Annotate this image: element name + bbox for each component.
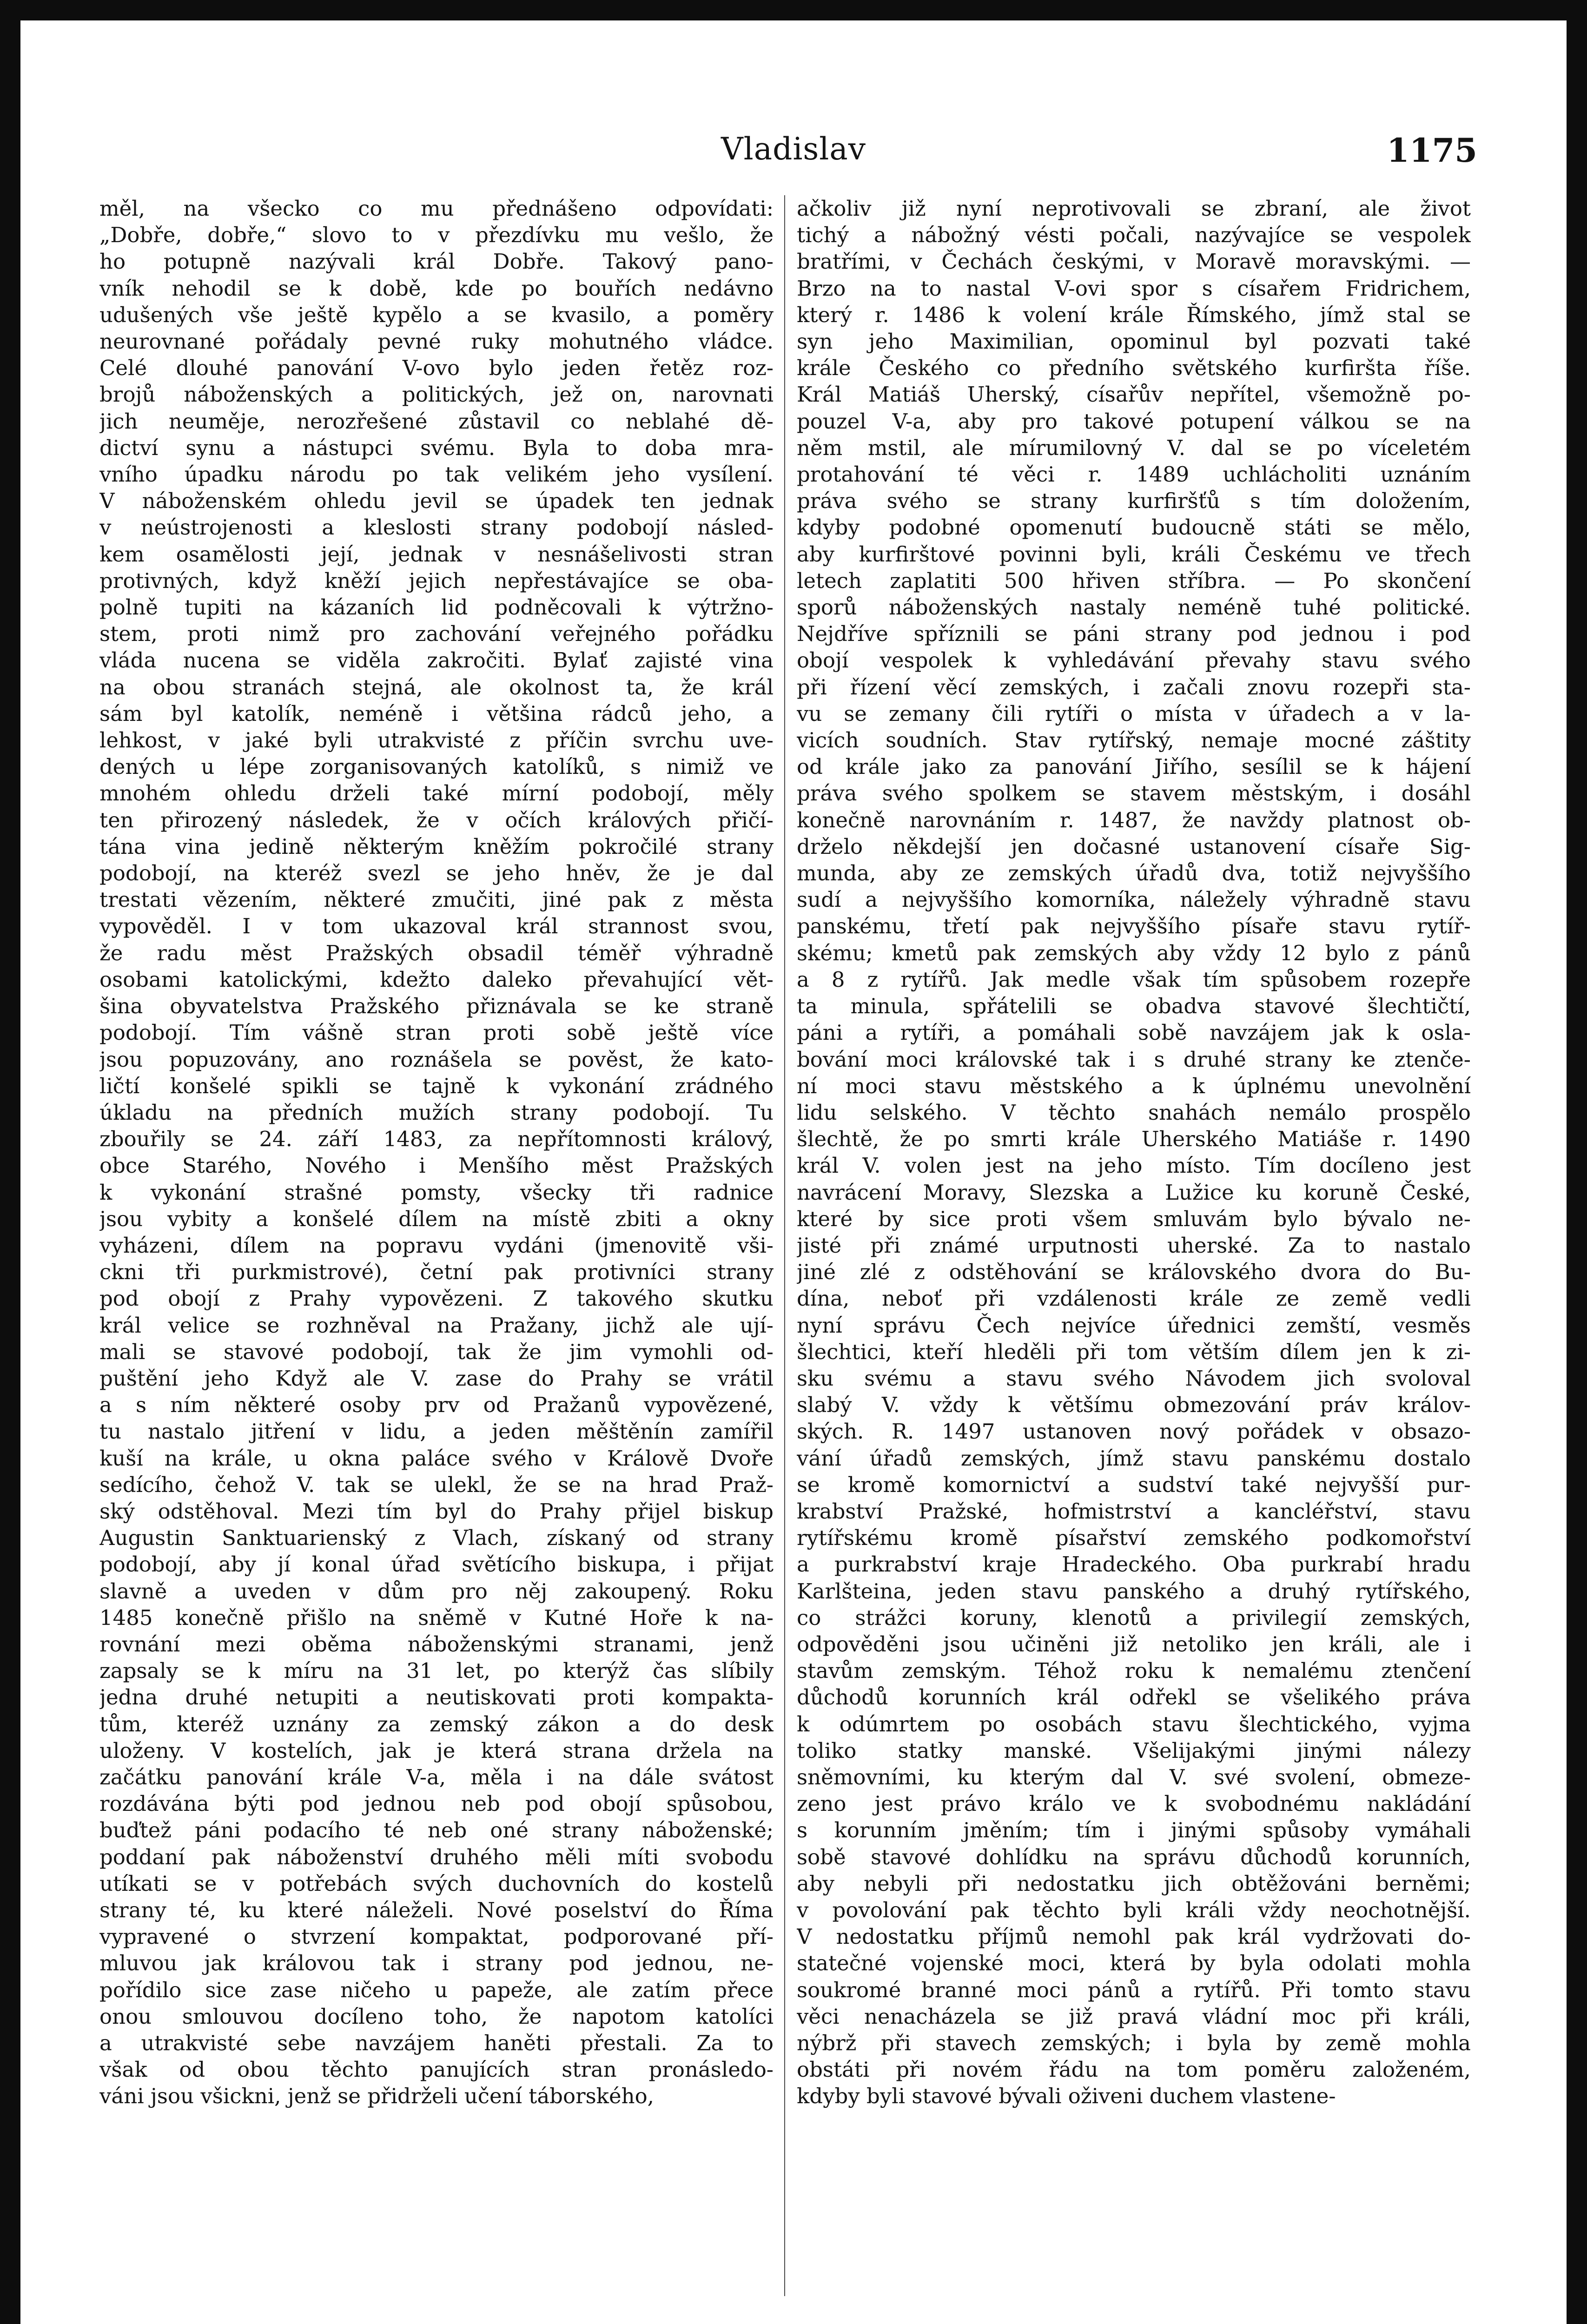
text-line: trestati vězením, některé zmučiti, jiné pak z města (99, 887, 774, 912)
text-line: vicích soudních. Stav rytířský, nemaje mocné záštity (797, 728, 1471, 753)
text-line: které by sice proti všem smluvám bylo bývalo ne- (797, 1206, 1471, 1231)
text-line: drželo někdejší jen dočasné ustanovení císaře Sig- (797, 834, 1471, 859)
text-line: podobojí, aby jí konal úřad světícího biskupa, i přijat (99, 1552, 774, 1577)
text-line: a purkrabství kraje Hradeckého. Oba purkrabí hradu (797, 1552, 1471, 1577)
text-line: utíkati se v potřebách svých duchovních do kostelů (99, 1871, 774, 1896)
text-line: od krále jako za panování Jiřího, sesílil se k hájení (797, 754, 1471, 779)
text-line: konečně narovnáním r. 1487, že navždy platnost ob- (797, 807, 1471, 832)
text-line: aby nebyli při nedostatku jich obtěžováni berněmi; (797, 1871, 1471, 1896)
text-line: odpověděni jsou učiněni již netoliko jen králi, ale i (797, 1631, 1471, 1657)
text-line: kuší na krále, u okna paláce svého v Králově Dvoře (99, 1446, 774, 1471)
text-line: práva svého spolkem se stavem městským, i dosáhl (797, 781, 1471, 806)
text-line: důchodů korunních král odřekl se všelikého práva (797, 1685, 1471, 1710)
text-line: ho potupně nazývali král Dobře. Takový pano- (99, 249, 774, 274)
text-line: věci nenacházela se již pravá vládní moc při králi, (797, 2004, 1471, 2029)
text-line: Karlšteina, jeden stavu panského a druhý rytířského, (797, 1578, 1471, 1604)
text-line: buďtež páni podacího té neb oné strany náboženské; (99, 1818, 774, 1843)
text-line: bratřími, v Čechách českými, v Moravě moravskými. — (797, 249, 1471, 274)
text-line: sobě stavové dohlídku na správu důchodů korunních, (797, 1844, 1471, 1869)
text-line: s korunním jměním; tím i jinými spůsoby vymáhali (797, 1818, 1471, 1843)
text-line: protahování té věci r. 1489 uchlácholiti uznáním (797, 462, 1471, 487)
text-line: začátku panování krále V-a, měla i na dále svátost (99, 1764, 774, 1789)
text-line: pouzel V-a, aby pro takové potupení válkou se na (797, 409, 1471, 434)
text-line: páni a rytíři, a pomáhali sobě navzájem jak k osla- (797, 1020, 1471, 1045)
text-line: na obou stranách stejná, ale okolnost ta, že král (99, 674, 774, 700)
text-line: onou smlouvou docíleno toho, že napotom katolíci (99, 2004, 774, 2029)
text-line: nýbrž při stavech zemských; i byla by země mohla (797, 2031, 1471, 2056)
text-line: vypověděl. I v tom ukazoval král strannost svou, (99, 914, 774, 939)
text-line: jich neuměje, nerozřešené zůstavil co neblahé dě- (99, 409, 774, 434)
text-line: jedna druhé netupiti a neutiskovati proti kompakta- (99, 1685, 774, 1710)
text-line: V nedostatku příjmů nemohl pak král vydržovati do- (797, 1924, 1471, 1949)
text-line: bování moci královské tak i s druhé strany ke ztenče- (797, 1047, 1471, 1072)
running-title: Vladislav (721, 131, 866, 167)
text-line: obstáti při novém řádu na tom poměru založeném, (797, 2057, 1471, 2082)
text-line: a s ním některé osoby prv od Pražanů vypovězené, (99, 1393, 774, 1418)
text-line: stem, proti nimž pro zachování veřejného pořádku (99, 621, 774, 647)
text-line: slabý V. vždy k většímu obmezování práv králov- (797, 1393, 1471, 1418)
text-line: sám byl katolík, neméně i většina rádců jeho, a (99, 701, 774, 726)
column-divider (784, 195, 785, 2296)
text-line: slavně a uveden v dům pro něj zakoupený. Roku (99, 1578, 774, 1604)
text-line: lehkost, v jaké byli utrakvisté z příčin svrchu uve- (99, 728, 774, 753)
text-line: jisté při známé urputnosti uherské. Za to nastalo (797, 1233, 1471, 1258)
text-line: král velice se rozhněval na Pražany, jichž ale ují- (99, 1313, 774, 1338)
text-line: Augustin Sanktuarienský z Vlach, získaný od strany (99, 1525, 774, 1551)
text-line: váni jsou všickni, jenž se přidrželi učení táborského, (99, 2084, 654, 2109)
text-line: šlechtě, že po smrti krále Uherského Matiáše r. 1490 (797, 1127, 1471, 1152)
text-line: letech zaplatiti 500 hřiven stříbra. — Po skončení (797, 568, 1471, 593)
text-line: však od obou těchto panujících stran pronásledo- (99, 2057, 774, 2082)
text-line: ský odstěhoval. Mezi tím byl do Prahy přijel biskup (99, 1499, 774, 1524)
text-line: vláda nucena se viděla zakročiti. Bylať zajisté vina (99, 648, 774, 673)
text-line: obojí vespolek k vyhledávání převahy stavu svého (797, 648, 1471, 673)
text-line: toliko statky manské. Všelijakými jinými nálezy (797, 1738, 1471, 1763)
text-line: měl, na všecko co mu přednášeno odpovídati: (99, 196, 774, 221)
text-line: jiné zlé z odstěhování se královského dvora do Bu- (797, 1260, 1471, 1285)
text-line: rytířskému kromě písařství zemského podkomořství (797, 1525, 1471, 1551)
text-line: obce Starého, Nového i Menšího měst Pražských (99, 1153, 774, 1178)
text-line: tána vina jedině některým kněžím pokročilé strany (99, 834, 774, 859)
text-line: pořídilo sice zase ničeho u papeže, ale zatím přece (99, 1977, 774, 2002)
text-line: ckni tři purkmistrové), četní pak protivníci strany (99, 1260, 774, 1285)
text-line: šina obyvatelstva Pražského přiznávala se ke straně (99, 994, 774, 1019)
text-line: vyházeni, dílem na popravu vydáni (jmenovitě vši- (99, 1233, 774, 1258)
text-line: práva svého se strany kurfiršťů s tím doložením, (797, 489, 1471, 514)
text-line: navrácení Moravy, Slezska a Lužice ku koruně České, (797, 1180, 1471, 1205)
text-line: nyní správu Čech nejvíce úřednici zemští, vesměs (797, 1313, 1471, 1338)
text-line: syn jeho Maximilian, opominul byl pozvati také (797, 329, 1471, 354)
text-line: pod obojí z Prahy vypovězeni. Z takového skutku (99, 1286, 774, 1311)
text-line: mali se stavové podobojí, tak že jim vymohli od- (99, 1339, 774, 1364)
text-line: kem osamělosti její, jednak v nesnášelivosti stran (99, 541, 774, 567)
text-line: munda, aby ze zemských úřadů dva, totiž nejvyššího (797, 861, 1471, 886)
text-line: 1485 konečně přišlo na sněmě v Kutné Hoře k na- (99, 1605, 774, 1630)
text-line: Brzo na to nastal V-ovi spor s císařem Fridrichem, (797, 276, 1471, 301)
text-line: neurovnané pořádaly pevné ruky mohutného vládce. (99, 329, 774, 354)
text-line: zbouřily se 24. září 1483, za nepřítomnosti králový, (99, 1127, 774, 1152)
text-line: ských. R. 1497 ustanoven nový pořádek v obsazo- (797, 1419, 1471, 1444)
text-line: vu se zemany čili rytíři o místa v úřadech a v la- (797, 701, 1471, 726)
text-line: v neústrojenosti a kleslosti strany podobojí násled- (99, 515, 774, 540)
text-line: skému; kmetů pak zemských aby vždy 12 bylo z pánů (797, 940, 1471, 965)
text-line: lidu selského. V těchto snahách nemálo prospělo (797, 1100, 1471, 1125)
text-line: ačkoliv již nyní neprotivovali se zbraní, ale život (797, 196, 1471, 221)
left-column (99, 195, 774, 2296)
text-line: „Dobře, dobře,“ slovo to v přezdívku mu vešlo, že (99, 223, 774, 248)
text-line: puštění jeho Když ale V. zase do Prahy se vrátil (99, 1366, 774, 1391)
text-line: šlechtici, kteří hleděli při tom větším dílem jen k zi- (797, 1339, 1471, 1364)
text-line: jsou popuzovány, ano roznášela se pověst, že kato- (99, 1047, 774, 1072)
text-line: brojů náboženských a politických, jež on, narovnati (99, 382, 774, 407)
text-line: kdyby podobné opomenutí budoucně státi se mělo, (797, 515, 1471, 540)
text-line: Celé dlouhé panování V-ovo bylo jeden řetěz roz- (99, 356, 774, 381)
text-line: stavům zemským. Téhož roku k nemalému ztenčení (797, 1658, 1471, 1684)
text-line: ní moci stavu městského a k úplnému unevolnění (797, 1073, 1471, 1098)
text-line: zeno jest právo králo ve k svobodnému nakládání (797, 1791, 1471, 1816)
text-line: král V. volen jest na jeho místo. Tím docíleno jest (797, 1153, 1471, 1178)
text-line: ta minula, spřátelili se obadva stavové šlechtičtí, (797, 994, 1471, 1019)
text-line: vání úřadů zemských, jímž stavu panskému dostalo (797, 1446, 1471, 1471)
text-line: dictví synu a nástupci svému. Byla to doba mra- (99, 435, 774, 460)
right-column (797, 195, 1471, 2296)
text-line: něm mstil, ale mírumilovný V. dal se po víceletém (797, 435, 1471, 460)
text-line: krále Českého co předního světského kurfiršta říše. (797, 356, 1471, 381)
text-line: uloženy. V kostelích, jak je která strana držela na (99, 1738, 774, 1763)
text-line: ten přirozený následek, že v očích králových přičí- (99, 807, 774, 832)
text-line: který r. 1486 k volení krále Římského, jímž stal se (797, 302, 1471, 327)
text-line: dína, neboť při vzdálenosti krále ze země vedli (797, 1286, 1471, 1311)
text-line: sku svému a stavu svého Návodem jich svoloval (797, 1366, 1471, 1391)
text-line: rozdávána býti pod jednou neb pod obojí spůsobou, (99, 1791, 774, 1816)
text-line: v povolování pak těchto byli králi vždy neochotnější. (797, 1898, 1471, 1922)
text-line: protivných, když kněží jejich nepřestávajíce se oba- (99, 568, 774, 593)
text-line: mluvou jak královou tak i strany pod jednou, ne- (99, 1951, 774, 1976)
book-page (20, 20, 1567, 2324)
text-line: při řízení věcí zemských, i začali znovu rozepři sta- (797, 674, 1471, 700)
text-line: a 8 z rytířů. Jak medle však tím spůsobem rozepře (797, 967, 1471, 992)
text-line: a utrakvisté sebe navzájem haněti přestali. Za to (99, 2031, 774, 2056)
text-line: tichý a nábožný vésti počali, nazývajíce se vespolek (797, 223, 1471, 248)
text-line: sněmovními, ku kterým dal V. své svolení, obmeze- (797, 1764, 1471, 1789)
text-line: dených u lépe zorganisovaných katolíků, s nimiž ve (99, 754, 774, 779)
text-line: vypravené o stvrzení kompaktat, podporované pří- (99, 1924, 774, 1949)
text-line: polně tupiti na kázaních lid podněcovali k výtržno- (99, 595, 774, 620)
text-line: co strážci koruny, klenotů a privilegií zemských, (797, 1605, 1471, 1630)
page-header (20, 131, 1567, 182)
text-line: sedícího, čehož V. tak se ulekl, že se na hrad Praž- (99, 1472, 774, 1497)
text-line: rovnání mezi oběma náboženskými stranami, jenž (99, 1631, 774, 1657)
text-line: ličtí konšelé spikli se tajně k vykonání zrádného (99, 1073, 774, 1098)
text-line: aby kurfirštové povinni byli, králi Českému ve třech (797, 541, 1471, 567)
text-line: Nejdříve spříznili se páni strany pod jednou i pod (797, 621, 1471, 647)
text-line: sporů náboženských nastaly neméně tuhé politické. (797, 595, 1471, 620)
text-line: že radu měst Pražských obsadil téměř výhradně (99, 940, 774, 965)
text-line: vního úpadku národu po tak velikém jeho vysílení. (99, 462, 774, 487)
text-line: podobojí. Tím vášně stran proti sobě ještě více (99, 1020, 774, 1045)
text-line: udušených vše ještě kypělo a se kvasilo, a poměry (99, 302, 774, 327)
text-line: soukromé branné moci pánů a rytířů. Při tomto stavu (797, 1977, 1471, 2002)
text-line: V náboženském ohledu jevil se úpadek ten jednak (99, 489, 774, 514)
text-line: k odúmrtem po osobách stavu šlechtického, vyjma (797, 1711, 1471, 1736)
text-line: statečné vojenské moci, která by byla odolati mohla (797, 1951, 1471, 1976)
text-line: poddaní pak náboženství druhého měli míti svobodu (99, 1844, 774, 1869)
text-line: tu nastalo jitření v lidu, a jeden měštěnín zamířil (99, 1419, 774, 1444)
text-line: kdyby byli stavové bývali oživeni duchem vlastene- (797, 2084, 1336, 2109)
text-line: strany té, ku které náleželi. Nové poselství do Říma (99, 1898, 774, 1922)
text-line: tům, kteréž uznány za zemský zákon a do desk (99, 1711, 774, 1736)
text-line: sudí a nejvyššího komorníka, náležely výhradně stavu (797, 887, 1471, 912)
text-line: mnohém ohledu drželi také mírní podobojí, měly (99, 781, 774, 806)
text-line: k vykonání strašné pomsty, všecky tři radnice (99, 1180, 774, 1205)
text-line: podobojí, na kteréž svezl se jeho hněv, že je dal (99, 861, 774, 886)
text-line: se kromě komornictví a sudství také nejvyšší pur- (797, 1472, 1471, 1497)
text-line: úkladu na předních mužích strany podobojí. Tu (99, 1100, 774, 1125)
text-line: krabství Pražské, hofmistrství a kancléřství, stavu (797, 1499, 1471, 1524)
text-line: vník nehodil se k době, kde po bouřích nedávno (99, 276, 774, 301)
page-number: 1175 (1387, 131, 1477, 170)
text-line: zapsaly se k míru na 31 let, po kterýž čas slíbily (99, 1658, 774, 1684)
text-line: Král Matiáš Uherský, císařův nepřítel, všemožně po- (797, 382, 1471, 407)
text-line: osobami katolickými, kdežto daleko převahující vět- (99, 967, 774, 992)
text-line: jsou vybity a konšelé dílem na místě zbiti a okny (99, 1206, 774, 1231)
text-line: panskému, třetí pak nejvyššího písaře stavu rytíř- (797, 914, 1471, 939)
